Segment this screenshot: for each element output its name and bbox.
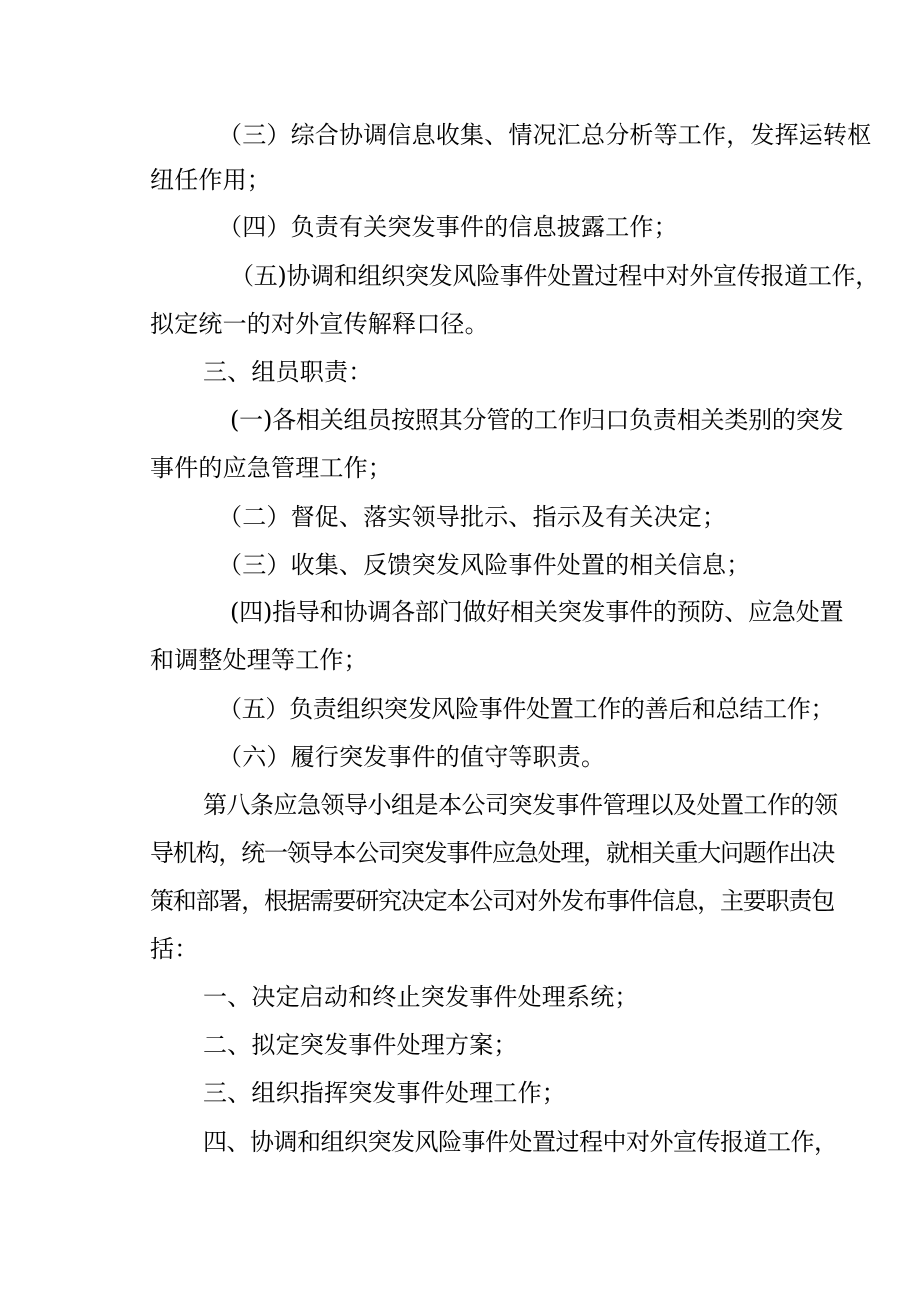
text-line: 纽任作用； <box>150 166 271 194</box>
text-line: 事件的应急管理工作； <box>150 454 392 482</box>
text-line: （五)协调和组织突发风险事件处置过程中对外宣传报道工作， <box>230 262 879 290</box>
text-line: 二、拟定突发事件处理方案； <box>203 1031 518 1059</box>
text-line: 括： <box>150 935 199 963</box>
text-line: 拟定统一的对外宣传解释口径。 <box>150 310 489 338</box>
text-line: 第八条应急领导小组是本公司突发事件管理以及处置工作的领 <box>203 791 838 819</box>
text-line: 三、组织指挥突发事件处理工作； <box>203 1079 566 1107</box>
text-line: (一)各相关组员按照其分管的工作归口负责相关类别的突发 <box>230 406 844 434</box>
text-line: （三）综合协调信息收集、情况汇总分析等工作，发挥运转枢 <box>218 121 872 149</box>
text-line: （六）履行突发事件的值守等职责。 <box>218 743 606 771</box>
text-line: 策和部署，根据需要研究决定本公司对外发布事件信息，主要职责包 <box>150 887 834 915</box>
text-line: (四)指导和协调各部门做好相关突发事件的预防、应急处置 <box>230 598 844 626</box>
text-line: （二）督促、落实领导批示、指示及有关决定； <box>218 503 727 531</box>
text-line: 四、协调和组织突发风险事件处置过程中对外宣传报道工作， <box>203 1128 838 1156</box>
text-line: （五）负责组织突发风险事件处置工作的善后和总结工作； <box>218 695 835 723</box>
text-line: （三）收集、反馈突发风险事件处置的相关信息； <box>218 551 751 579</box>
text-line: （四）负责有关突发事件的信息披露工作； <box>218 213 678 241</box>
text-line: 导机构，统一领导本公司突发事件应急处理，就相关重大问题作出决 <box>150 839 834 867</box>
text-line: 三、组员职责： <box>203 358 373 386</box>
text-line: 和调整处理等工作； <box>150 646 368 674</box>
text-line: 一、决定启动和终止突发事件处理系统； <box>203 983 639 1011</box>
